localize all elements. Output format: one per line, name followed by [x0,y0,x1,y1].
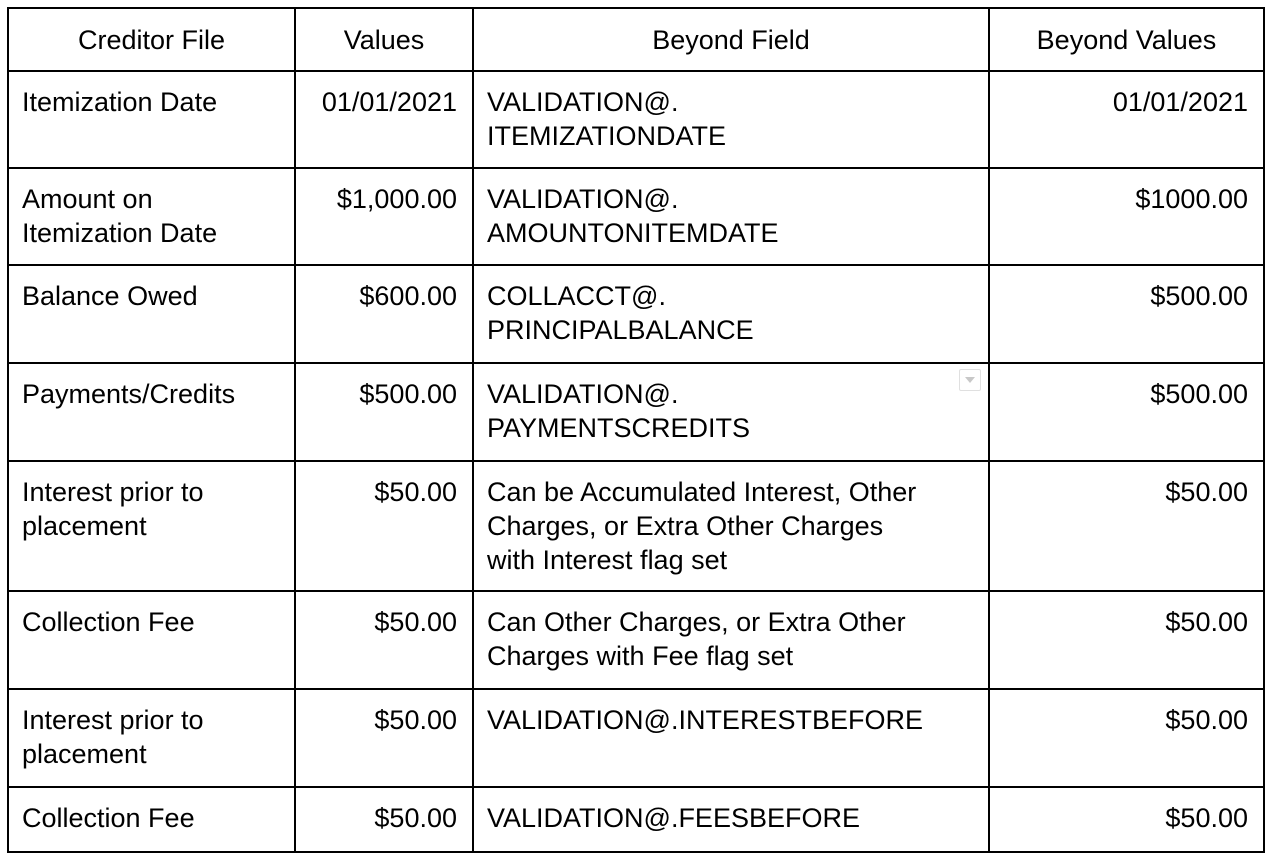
table-row [8,591,1264,689]
beyond-field-cell[interactable] [473,363,989,461]
beyond-value-cell[interactable]: $50.00 [989,689,1264,787]
creditor-file-cell[interactable]: Itemization Date [8,71,295,168]
creditor-file-cell[interactable]: Amount on Itemization Date [8,168,295,265]
table-row [8,363,1264,461]
beyond-field-text: VALIDATION@. PAYMENTSCREDITS [487,379,751,443]
creditor-file-cell[interactable]: Collection Fee [8,787,295,852]
beyond-value-cell[interactable]: $50.00 [989,461,1264,591]
beyond-value-cell[interactable]: 01/01/2021 [989,71,1264,168]
creditor-file-cell[interactable]: Interest prior to placement [8,689,295,787]
beyond-field-cell[interactable]: VALIDATION@. AMOUNTONITEMDATE [473,168,989,265]
beyond-field-cell[interactable]: VALIDATION@.FEESBEFORE [473,787,989,852]
chevron-down-icon[interactable] [959,369,981,391]
beyond-value-cell[interactable]: $500.00 [989,265,1264,363]
table-row [8,71,1264,168]
value-cell[interactable]: $50.00 [295,689,473,787]
value-cell[interactable]: 01/01/2021 [295,71,473,168]
creditor-file-cell[interactable]: Interest prior to placement [8,461,295,591]
value-cell[interactable]: $500.00 [295,363,473,461]
beyond-value-cell[interactable]: $500.00 [989,363,1264,461]
beyond-field-cell[interactable]: Can be Accumulated Interest, Other Charges, or Extra Other Charges with Interest flag set [473,461,989,591]
beyond-field-cell[interactable]: COLLACCT@. PRINCIPALBALANCE [473,265,989,363]
value-cell[interactable]: $50.00 [295,591,473,689]
value-cell[interactable]: $1,000.00 [295,168,473,265]
creditor-file-cell[interactable]: Balance Owed [8,265,295,363]
beyond-field-cell[interactable]: Can Other Charges, or Extra Other Charges with Fee flag set [473,591,989,689]
beyond-value-cell[interactable]: $50.00 [989,591,1264,689]
data-table [7,7,1265,853]
beyond-value-cell[interactable]: $50.00 [989,787,1264,852]
table-row [8,689,1264,787]
value-cell[interactable]: $600.00 [295,265,473,363]
table-row [8,787,1264,852]
header-row [8,8,1264,71]
value-cell[interactable]: $50.00 [295,461,473,591]
beyond-field-cell[interactable]: VALIDATION@.INTERESTBEFORE [473,689,989,787]
table-row [8,461,1264,591]
beyond-value-cell[interactable]: $1000.00 [989,168,1264,265]
value-cell[interactable]: $50.00 [295,787,473,852]
header-beyond-values[interactable]: Beyond Values [989,8,1264,71]
header-values[interactable]: Values [295,8,473,71]
creditor-file-cell[interactable]: Collection Fee [8,591,295,689]
header-creditor-file[interactable]: Creditor File [8,8,295,71]
table-row [8,168,1264,265]
header-beyond-field[interactable]: Beyond Field [473,8,989,71]
creditor-file-cell[interactable]: Payments/Credits [8,363,295,461]
table-row [8,265,1264,363]
beyond-field-cell[interactable]: VALIDATION@. ITEMIZATIONDATE [473,71,989,168]
